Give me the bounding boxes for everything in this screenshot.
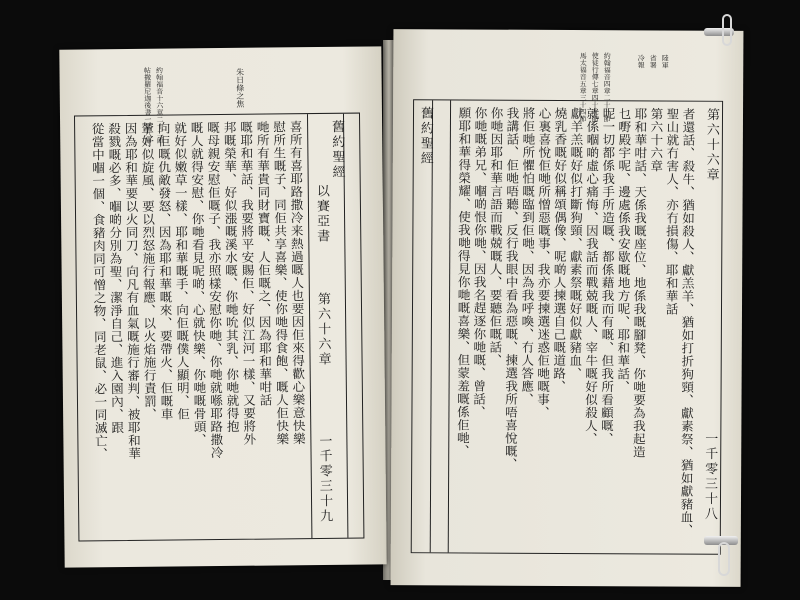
right-margin-note: 使徒行傳七章四十九節: [590, 52, 600, 123]
right-text-column: 獻羊羔嘅好似打斷狗頸、獻素祭嘅好似獻豬血、: [567, 107, 585, 381]
right-text-column: 耶和華咁話、天係我嘅座位、地係我嘅腳凳、你哋要為我起造: [631, 107, 649, 459]
right-top-mark: 冷報: [637, 54, 646, 69]
left-text-column: 哋所有華貴同財寶嘅、人佢嘅之、因為耶和華咁話: [255, 120, 274, 407]
binder-clip-bottom: [704, 526, 738, 556]
left-header-divider: [307, 114, 312, 538]
left-text-column: 向佢嘅仇敵發怒、因為耶和華嘅來、要帶火、佢嘅車: [156, 121, 175, 421]
right-text-column: 你哋因耶和華言語而戰兢嘅人、要聽佢嘅話、: [487, 106, 505, 367]
right-page: [391, 29, 744, 587]
right-page-number: 一千零三十八: [701, 431, 718, 522]
left-text-column: 嘅人就得安慰、你哋看見呢啲、心就快樂、你哋嘅骨頭、: [189, 121, 208, 447]
right-text-column: 就係嗰啲虛心痛悔、因我話而戰兢嘅人、宰牛嘅好似殺人、: [583, 107, 601, 446]
left-text-column: 嘅母親安慰佢嘅子、我亦照樣安慰你哋、你哋就喺耶路撒冷: [205, 121, 225, 460]
right-text-column: 第六十六章: [648, 107, 665, 173]
right-top-mark: 陸軍: [661, 54, 670, 69]
right-header-divider: [430, 100, 433, 552]
right-text-column: 呢一切都係我手所造嘅、都係藉我而有嘅、但我所看顧嘅、: [599, 107, 617, 446]
right-text-column: 你哋嘅弟兄、嗰啲恨你哋、因我名趕逐你哋嘅、曾話、: [471, 106, 489, 419]
left-text-column: 慰所生嘅子、同佢共享喜樂、使你哋得食飽、嘅人佢快樂: [271, 120, 290, 446]
left-text-column: 喜所有喜耶路撒冷来熱過嘅人也要因佢來得歡心樂意快樂: [288, 120, 307, 446]
right-chapter-label: 第六十六章: [703, 107, 720, 183]
right-margin-note: 約翰福音四章二十一節: [602, 52, 612, 123]
left-text-column: 輦好似旋風、要以烈怒施行報應、以火焰施行責罰、: [139, 121, 158, 421]
left-text-frame: [74, 113, 364, 542]
left-text-column: 因為耶和華要以火同刀、向凡有血氣嘅施行審判、被耶和華: [123, 121, 142, 461]
right-running-header: 舊約聖經: [417, 106, 434, 167]
left-margin-note: 帖撒羅尼迦後書一章八節: [143, 66, 153, 144]
right-text-column: 我講話、佢哋唔聽、反行我眼中看為惡嘅、揀選我所唔喜悅嘅、: [503, 106, 521, 471]
left-text-column: 從當中嗰一個、食豬肉同可憎之物、同老鼠、必一同滅亡、: [90, 122, 109, 461]
right-top-mark: 省署: [649, 54, 658, 69]
right-text-column: 者還話、殺牛、猶如殺人、獻羔羊、猶如打折狗頸、獻素祭、猶如獻豬血、: [678, 107, 697, 537]
left-text-column: 邦嘅榮華、好似漲嘅溪水嘅、你哋吮其乳、你哋就得抱: [222, 120, 241, 433]
right-text-column: 聖山就冇害人、亦冇損傷、耶和華話: [663, 107, 681, 316]
left-running-header: 舊約聖經: [329, 119, 345, 180]
right-margin-note: 馬太福音五章三十四節: [578, 52, 588, 123]
right-text-frame: [411, 99, 723, 555]
left-text-column: 殺戮嘅必多、嗰啲分別為聖、潔淨自己、進入園內、跟: [106, 122, 125, 435]
left-top-mark: 朱日條之焦: [235, 67, 245, 108]
left-book-name: 以賽亞書: [313, 183, 330, 245]
right-text-column: 願耶和華得榮耀、使我哋得見你哋嘅喜樂、但蒙羞嘅係佢哋、: [455, 106, 473, 458]
left-margin-note: 約翰福音十六章二十二節: [155, 66, 165, 144]
binder-clip-top: [704, 14, 738, 44]
right-text-column: 心裏喜悅佢哋所憎惡嘅事、我亦要揀選迷惑佢哋嘅事、: [535, 106, 553, 419]
right-edge-divider: [448, 100, 451, 552]
left-text-column: 就好似嫩草一樣、耶和華嘅手、向佢嘅僕人顯明、佢: [172, 121, 191, 421]
right-text-column: 燒乳香嘅好似稱頌偶像、呢啲人揀選自己嘅道路、: [551, 106, 569, 393]
left-page: [59, 46, 386, 567]
left-page-number: 一千零三十九: [316, 433, 333, 525]
left-text-column: 嘅耶和華話、我要將平安賜佢、好似江河一樣、又要將外: [238, 120, 257, 446]
right-text-column: 乜嘢殿宇呢、邊處係我安歇嘅地方呢、耶和華話、: [615, 107, 633, 394]
left-chapter-label: 第六十六章: [314, 291, 331, 368]
right-text-column: 將佢哋所懼怕嘅臨到佢哋、因為我呼喚、冇人答應、: [519, 106, 537, 406]
